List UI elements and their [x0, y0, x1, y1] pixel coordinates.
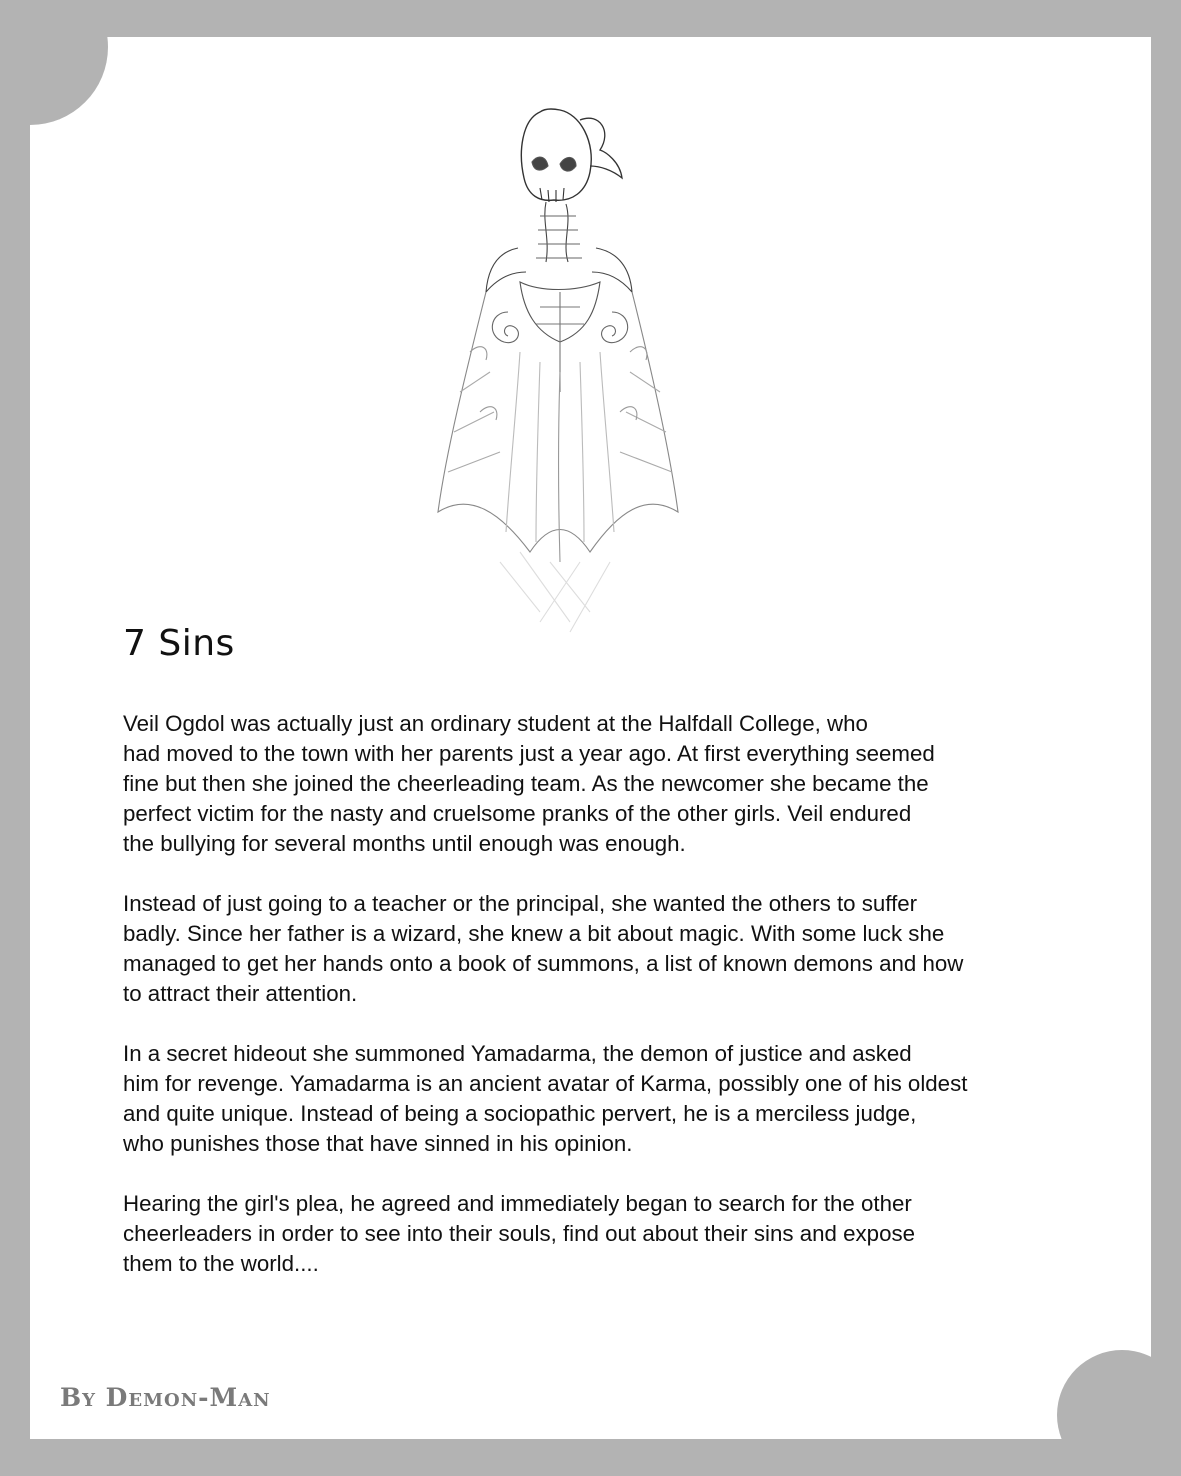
corner-decoration-top-left — [30, 37, 108, 125]
paragraph-line: cheerleaders in order to see into their souls, find out about their sins and expose — [123, 1221, 916, 1246]
paragraph-line: who punishes those that have sinned in his opinion. — [123, 1131, 633, 1156]
story-body — [123, 709, 1123, 1309]
story-title: 7 Sins — [123, 623, 235, 664]
paragraph-line: fine but then she joined the cheerleading team. As the newcomer she became the — [123, 771, 929, 796]
corner-decoration-bottom-right — [1057, 1350, 1151, 1439]
paragraph-line: had moved to the town with her parents just a year ago. At first everything seemed — [123, 741, 935, 766]
story-paragraph — [123, 1189, 1123, 1279]
paragraph-line: him for revenge. Yamadarma is an ancient avatar of Karma, possibly one of his oldest — [123, 1071, 968, 1096]
story-paragraph — [123, 709, 1123, 859]
paragraph-line: managed to get her hands onto a book of summons, a list of known demons and how — [123, 951, 964, 976]
story-paragraph — [123, 889, 1123, 1009]
paragraph-line: and quite unique. Instead of being a sociopathic pervert, he is a merciless judge, — [123, 1101, 917, 1126]
paragraph-line: Hearing the girl's plea, he agreed and immediately began to search for the other — [123, 1191, 912, 1216]
paragraph-line: them to the world.... — [123, 1251, 319, 1276]
story-page — [30, 37, 1151, 1439]
paragraph-line: badly. Since her father is a wizard, she knew a bit about magic. With some luck she — [123, 921, 945, 946]
skull-demon-sketch-icon — [390, 92, 710, 652]
author-byline: By Demon-Man — [60, 1383, 271, 1412]
paragraph-line: Instead of just going to a teacher or the principal, she wanted the others to suffer — [123, 891, 918, 916]
paragraph-line: In a secret hideout she summoned Yamadarma, the demon of justice and asked — [123, 1041, 912, 1066]
story-paragraph — [123, 1039, 1123, 1159]
paragraph-line: perfect victim for the nasty and cruelsome pranks of the other girls. Veil endured — [123, 801, 912, 826]
paragraph-line: the bullying for several months until enough was enough. — [123, 831, 686, 856]
paragraph-line: to attract their attention. — [123, 981, 358, 1006]
paragraph-line: Veil Ogdol was actually just an ordinary student at the Halfdall College, who — [123, 711, 868, 736]
